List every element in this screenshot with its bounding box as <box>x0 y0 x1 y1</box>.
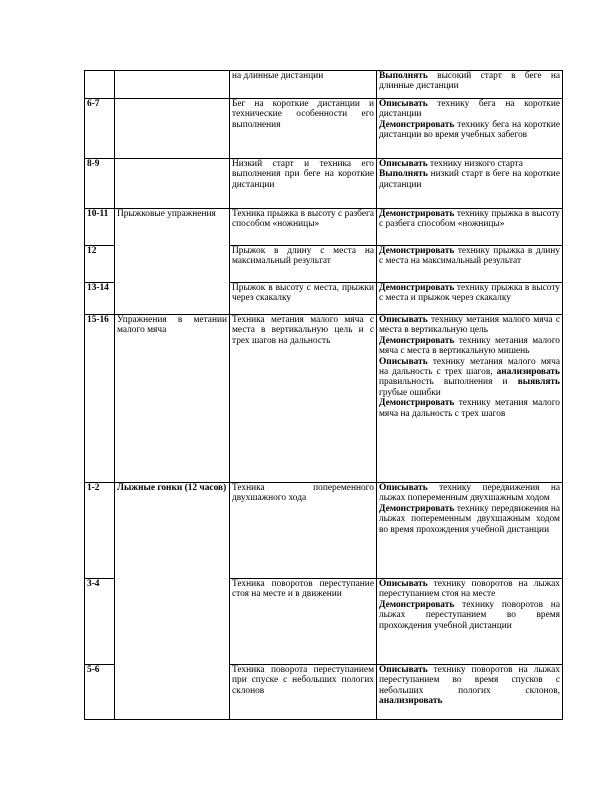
lesson-number: 3-4 <box>85 579 115 665</box>
lesson-topic: Техника поворота переступанием при спуске с небольших пологих склонов <box>230 665 377 720</box>
activity-verb: Описывать <box>379 356 428 367</box>
lesson-number: 15-16 <box>85 315 115 483</box>
activity-text: высокий старт в беге на длинные дистанции <box>379 71 560 92</box>
student-activity <box>377 71 563 99</box>
student-activity <box>377 159 563 209</box>
activity-text: технику бега на короткие дистанции во время учебных забегов <box>379 119 560 141</box>
activity-verb: Демонстрировать <box>379 119 455 130</box>
activity-text: технику прыжка в высоту с разбега способом «ножницы» <box>379 209 560 230</box>
activity-text: технику бега на короткие дистанции <box>379 99 560 120</box>
activity-text: грубые ошибки <box>379 387 441 398</box>
lesson-topic: Техника попеременного двухшажного хода <box>230 483 377 579</box>
activity-verb: Выполнять <box>379 71 428 81</box>
activity-verb: Демонстрировать <box>379 335 455 346</box>
lesson-number <box>85 71 115 99</box>
student-activity <box>377 209 563 246</box>
section-name <box>115 71 230 99</box>
activity-text: технику передвижения на лыжах попеременным двухшажным ходом во время прохождения учебной дистанции <box>379 503 560 535</box>
lesson-topic: Техника поворотов переступание стоя на месте и в движении <box>230 579 377 665</box>
section-name: Упражнения в метании малого мяча <box>115 315 230 483</box>
activity-text: технику низкого старта <box>427 159 523 169</box>
activity-verb: Демонстрировать <box>379 209 455 219</box>
lesson-plan-table <box>84 70 563 720</box>
activity-text: правильность выполнения и <box>379 377 518 388</box>
activity-verb: Демонстрировать <box>379 398 455 409</box>
table-row <box>85 483 563 579</box>
lesson-number: 1-2 <box>85 483 115 579</box>
activity-verb: Демонстрировать <box>379 246 455 256</box>
section-name: Прыжковые упражнения <box>115 209 230 315</box>
activity-verb: Описывать <box>379 159 428 169</box>
table-row <box>85 315 563 483</box>
student-activity <box>377 579 563 665</box>
lesson-number: 13-14 <box>85 283 115 315</box>
activity-text: технику прыжка в длину с места на максимальный результат <box>379 246 560 267</box>
lesson-topic: Прыжок в длину с места на максимальный результат <box>230 246 377 283</box>
activity-verb: Описывать <box>379 99 428 109</box>
student-activity <box>377 283 563 315</box>
activity-verb: Описывать <box>379 665 428 675</box>
activity-text: технику поворотов на лыжах переступанием стоя на месте <box>379 579 560 600</box>
activity-text: технику метания малого мяча на дальность с трех шагов, <box>379 356 560 378</box>
table-row <box>85 209 563 246</box>
activity-text: низкий старт в беге на короткие дистанции <box>379 169 560 190</box>
section-name <box>115 159 230 209</box>
activity-text: технику поворотов на лыжах переступанием во время спусков с небольших пологих склонов, <box>379 665 560 696</box>
activity-verb: анализировать <box>496 367 560 378</box>
lesson-topic: Низкий старт и техника его выполнения при беге на короткие дистанции <box>230 159 377 209</box>
activity-text: технику передвижения на лыжах попеременным двухшажным ходом <box>379 483 560 504</box>
activity-verb: Демонстрировать <box>379 283 455 293</box>
section-name <box>115 99 230 159</box>
activity-verb: анализировать <box>379 696 443 707</box>
activity-verb: Описывать <box>379 579 428 589</box>
lesson-topic: Техника прыжка в высоту с разбега способом «ножницы» <box>230 209 377 246</box>
student-activity <box>377 665 563 720</box>
lesson-number: 6-7 <box>85 99 115 159</box>
table-row <box>85 71 563 99</box>
activity-text: технику метания малого мяча с места в вертикальную мишень <box>379 335 560 357</box>
lesson-topic: Бег на короткие дистанции и технические особенности его выполнения <box>230 99 377 159</box>
lesson-number: 10-11 <box>85 209 115 246</box>
section-name: Лыжные гонки (12 часов) <box>115 483 230 720</box>
table-row <box>85 159 563 209</box>
activity-verb: Выполнять <box>379 169 428 180</box>
lesson-topic: Техника метания малого мяча с места в вертикальную цель и с трех шагов на дальность <box>230 315 377 483</box>
activity-text: технику метания малого мяча на дальность с трех шагов <box>379 398 560 419</box>
activity-text: технику поворотов на лыжах переступанием во время прохождения учебной дистанции <box>379 599 560 631</box>
student-activity <box>377 246 563 283</box>
activity-verb: Описывать <box>379 483 428 493</box>
activity-verb: Описывать <box>379 315 428 325</box>
activity-text: технику прыжка в высоту с места и прыжок через скакалку <box>379 283 560 304</box>
table-row <box>85 99 563 159</box>
lesson-number: 5-6 <box>85 665 115 720</box>
lesson-topic: на длинные дистанции <box>230 71 377 99</box>
student-activity <box>377 315 563 483</box>
student-activity <box>377 483 563 579</box>
activity-verb: Демонстрировать <box>379 503 455 514</box>
activity-verb: Демонстрировать <box>379 599 455 610</box>
activity-verb: выявлять <box>517 377 560 388</box>
lesson-number: 8-9 <box>85 159 115 209</box>
lesson-number: 12 <box>85 246 115 283</box>
student-activity <box>377 99 563 159</box>
lesson-topic: Прыжок в высоту с места, прыжки через скакалку <box>230 283 377 315</box>
activity-text: технику метания малого мяча с места в вертикальную цель <box>379 315 560 336</box>
